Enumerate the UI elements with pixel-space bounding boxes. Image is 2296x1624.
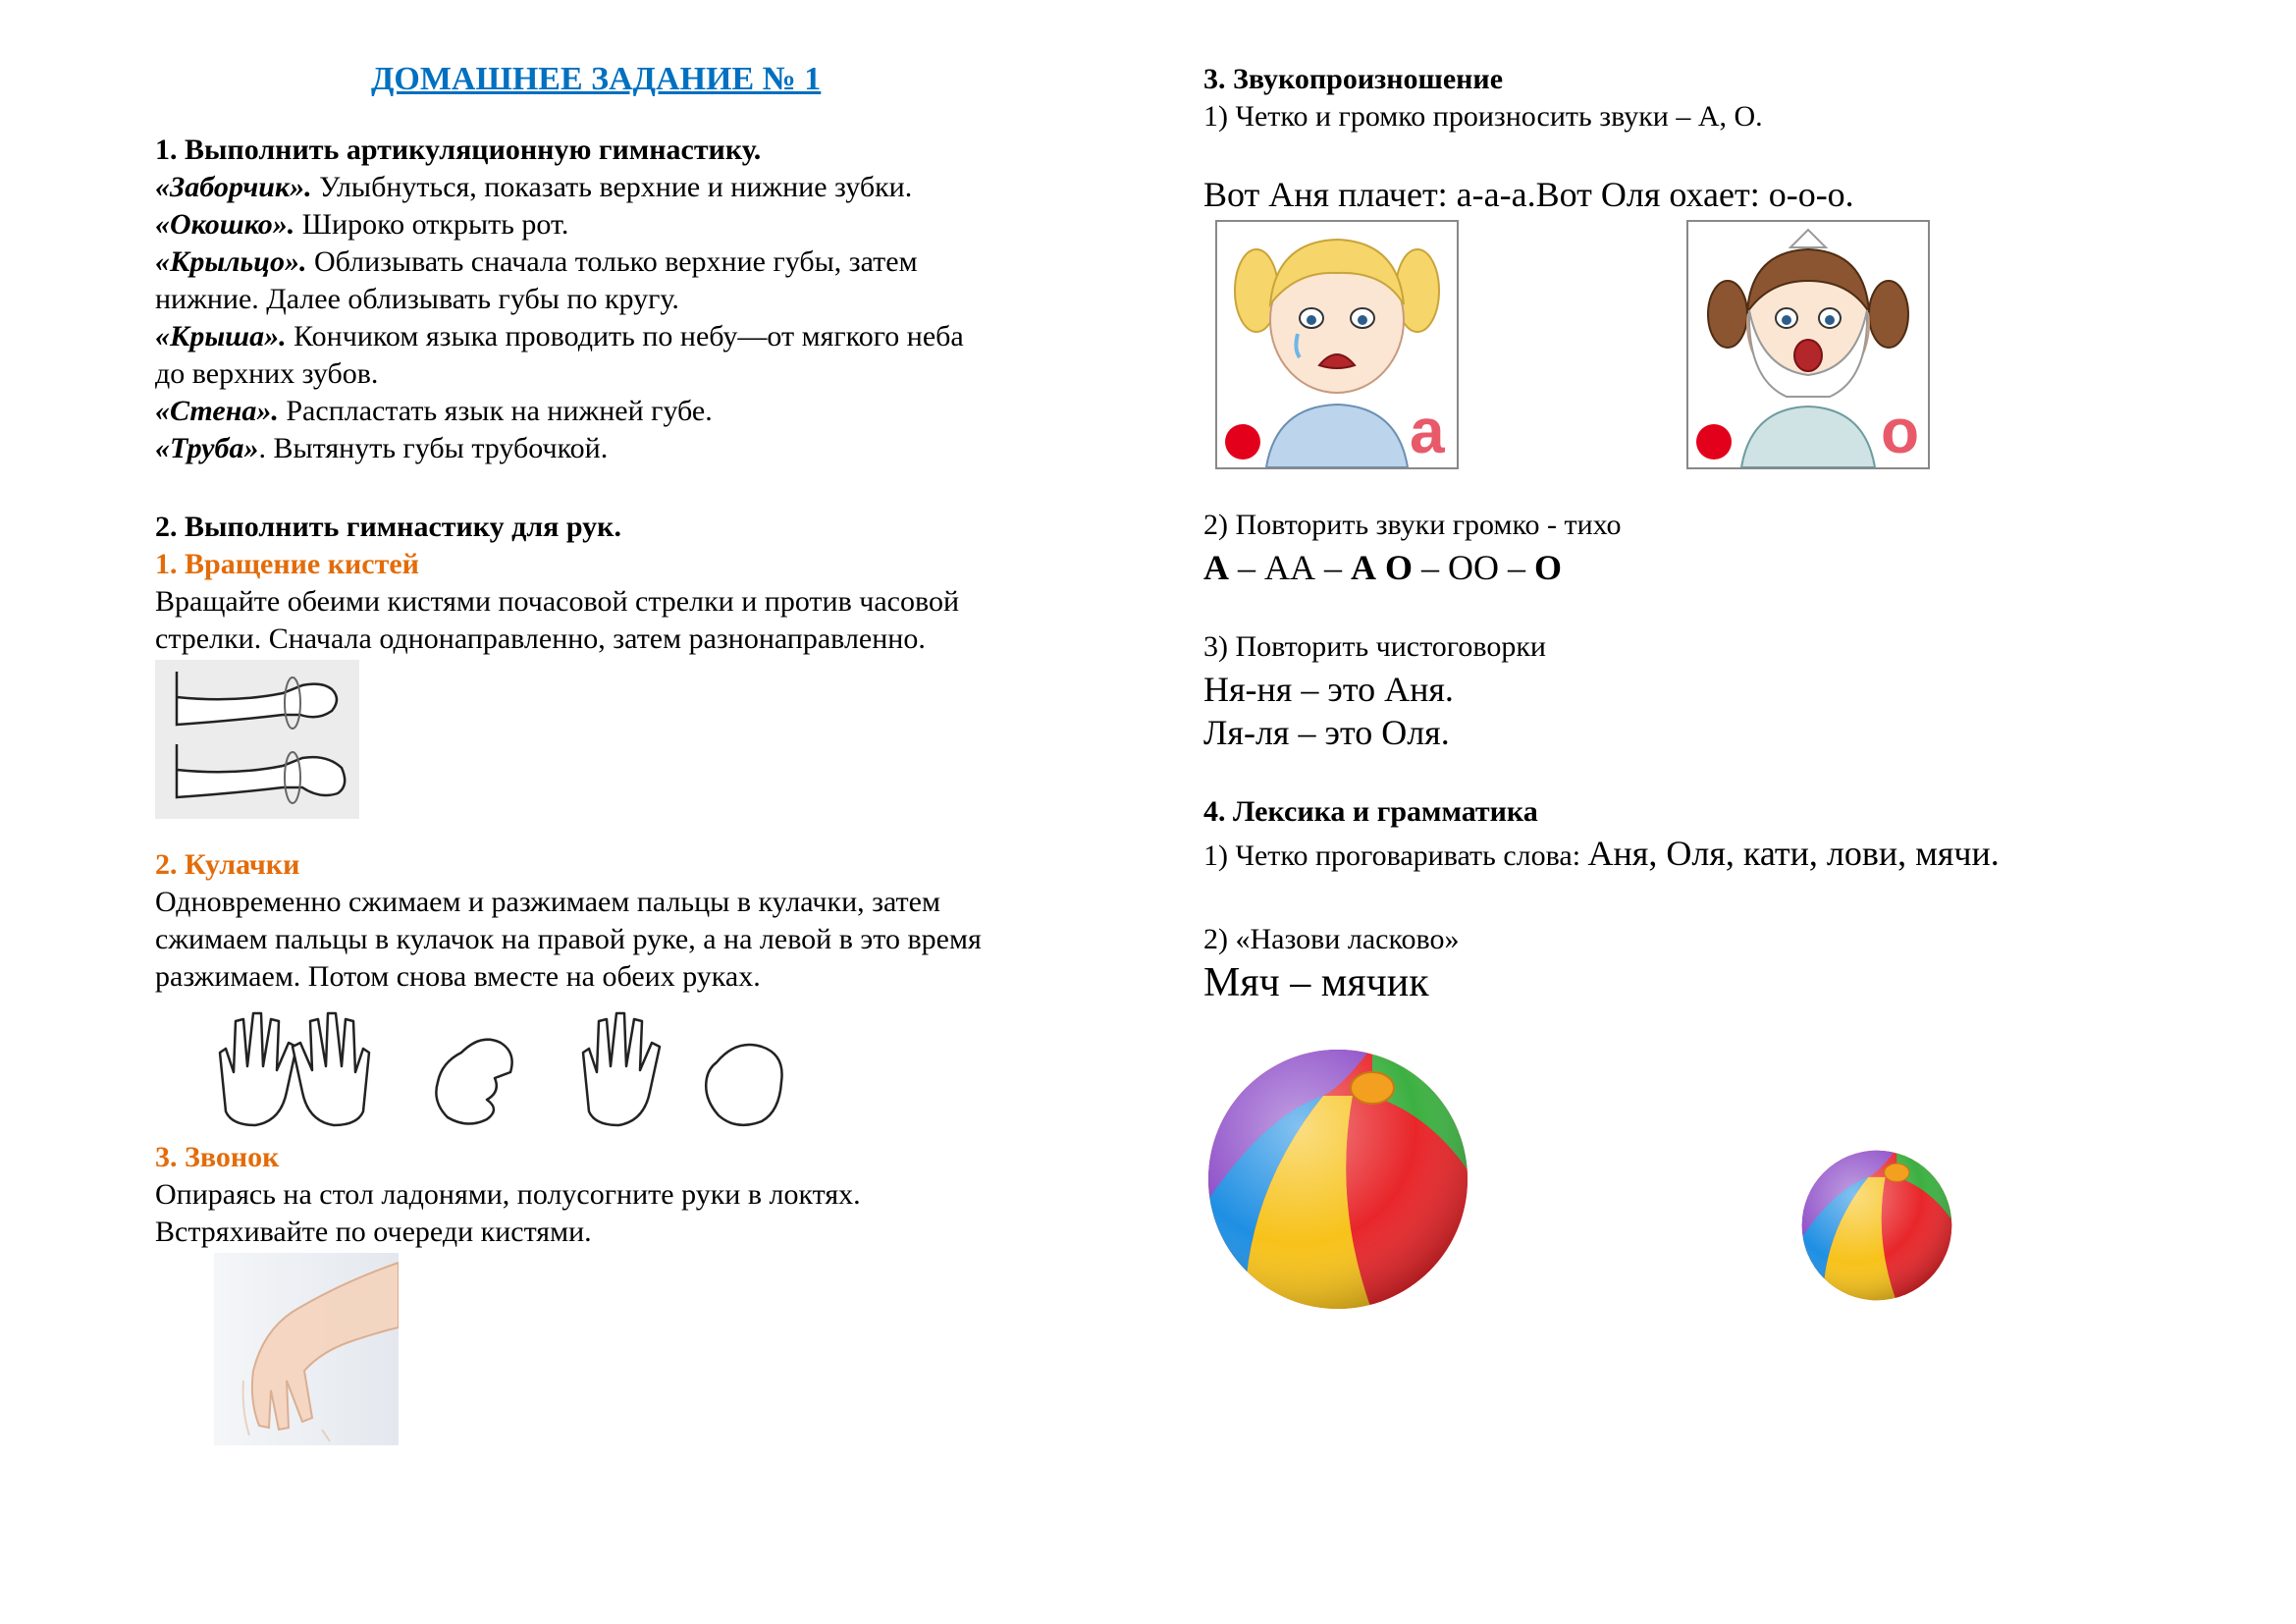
exercise-2-title: 2. Кулачки <box>155 848 300 881</box>
affectionate-instruction: 2) «Назови ласково» <box>1203 923 1460 955</box>
section-2-heading: 2. Выполнить гимнастику для рук. <box>155 511 621 543</box>
sounds-phrase: Вот Аня плачет: а-а-а.Вот Оля охает: о-о-о. <box>1203 175 1854 214</box>
fists-illustration <box>206 1003 815 1141</box>
exercise-1-title: 1. Вращение кистей <box>155 548 419 580</box>
letter-a: а <box>1410 396 1445 466</box>
section-4-heading: 4. Лексика и грамматика <box>1203 795 1538 828</box>
exercise-2-text: Одновременно сжимаем и разжимаем пальцы в кулачки, затем <box>155 886 940 918</box>
sounds-instruction: 1) Четко и громко произносить звуки – А, О. <box>1203 100 1763 133</box>
list-item: «Окошко». Широко открыть рот. <box>155 208 569 241</box>
section-3-heading: 3. Звукопроизношение <box>1203 63 1504 95</box>
exercise-3-text: Встряхивайте по очереди кистями. <box>155 1216 592 1248</box>
tongue-twister-instruction: 3) Повторить чистоговорки <box>1203 630 1546 663</box>
list-item: «Крыльцо». Облизывать сначала только верхние губы, затем <box>155 245 918 278</box>
red-dot-icon <box>1225 424 1260 460</box>
exercise-2-text: разжимаем. Потом снова вместе на обеих руках. <box>155 960 761 993</box>
list-item: до верхних зубов. <box>155 357 379 390</box>
tongue-twister-line: Ля-ля – это Оля. <box>1203 713 1450 752</box>
loud-quiet-sequence: А – АА – А О – ОО – О <box>1203 548 1563 587</box>
card-crying-girl <box>1215 220 1459 469</box>
red-dot-icon <box>1696 424 1732 460</box>
exercise-3-text: Опираясь на стол ладонями, полусогните руки в локтях. <box>155 1178 861 1211</box>
big-ball-illustration <box>1205 1047 1470 1312</box>
list-item: «Заборчик». Улыбнуться, показать верхние и нижние зубки. <box>155 171 913 203</box>
list-item: «Труба». Вытянуть губы трубочкой. <box>155 432 609 464</box>
tongue-twister-line: Ня-ня – это Аня. <box>1203 670 1454 709</box>
card-toothache-girl <box>1686 220 1930 469</box>
exercise-1-text: Вращайте обеими кистями почасовой стрелки и против часовой <box>155 585 959 618</box>
letter-o: о <box>1881 396 1920 466</box>
section-1-heading: 1. Выполнить артикуляционную гимнастику. <box>155 134 762 166</box>
small-ball-illustration <box>1800 1149 1953 1302</box>
loud-quiet-instruction: 2) Повторить звуки громко - тихо <box>1203 509 1622 541</box>
exercise-3-title: 3. Звонок <box>155 1141 280 1173</box>
affectionate-example: Мяч – мячик <box>1203 960 1429 1005</box>
list-item: «Стена». Распластать язык на нижней губе. <box>155 395 713 427</box>
exercise-2-text: сжимаем пальцы в кулачок на правой руке, а на левой в это время <box>155 923 982 955</box>
words-instruction: 1) Четко проговаривать слова: Аня, Оля, кати, лови, мячи. <box>1203 834 2000 873</box>
page-title: ДОМАШНЕЕ ЗАДАНИЕ № 1 <box>371 61 822 97</box>
list-item: нижние. Далее облизывать губы по кругу. <box>155 283 679 315</box>
wrist-rotation-illustration <box>155 660 359 819</box>
exercise-1-text: стрелки. Сначала однонаправленно, затем разнонаправленно. <box>155 623 926 655</box>
list-item: «Крыша». Кончиком языка проводить по небу—от мягкого неба <box>155 320 964 352</box>
shaking-hand-illustration <box>214 1253 399 1445</box>
